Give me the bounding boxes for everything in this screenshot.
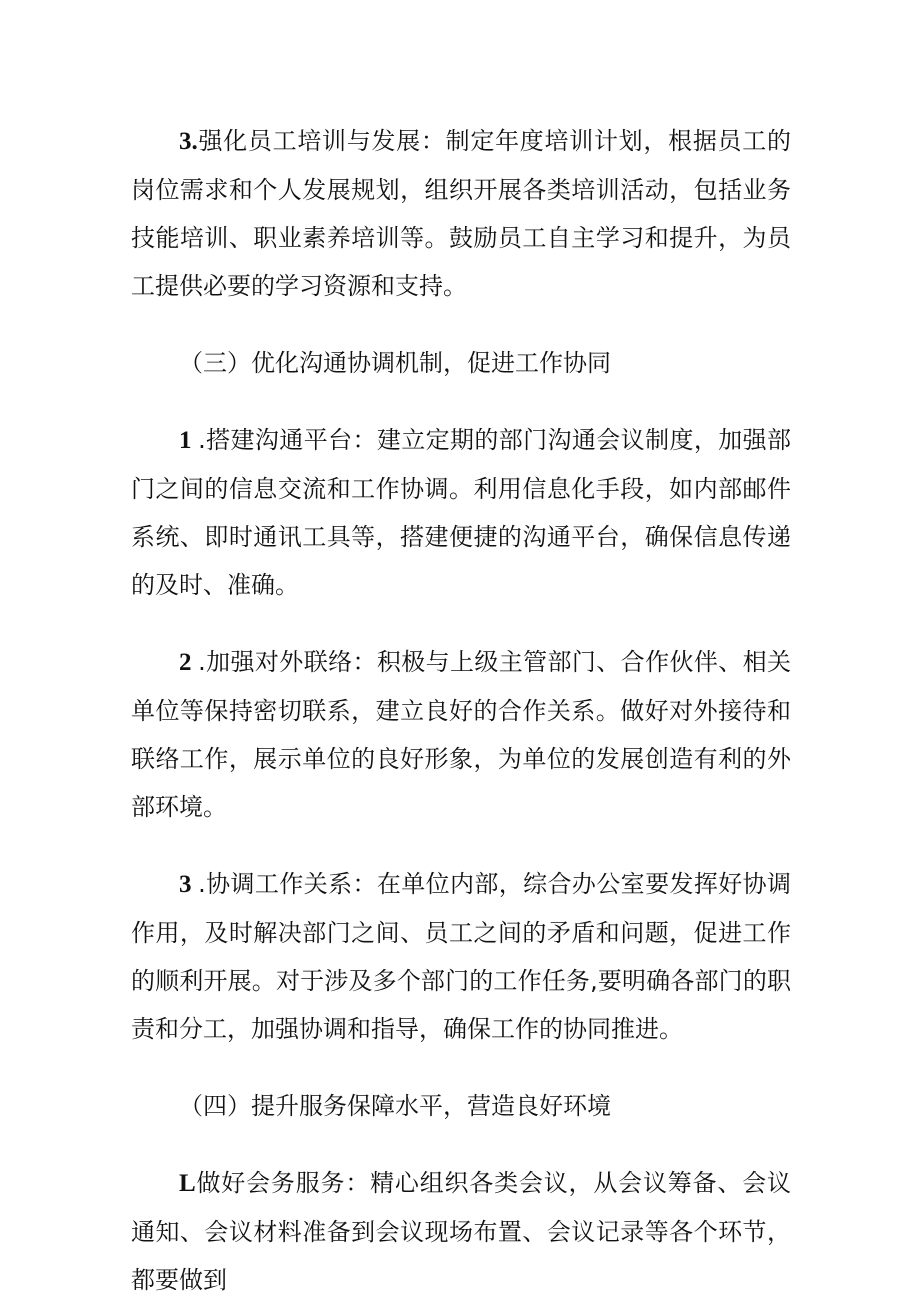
paragraph-coordination: [131, 860, 791, 1053]
paragraph-external-liaison: [131, 638, 791, 831]
paragraph-communication-platform: [131, 416, 791, 609]
item-number: 1: [179, 427, 199, 454]
paragraph-text: 做好会务服务：精心组织各类会议，从会议筹备、会议通知、会议材料准备到会议现场布置、会议记录等各个环节，都要做到: [131, 1169, 791, 1294]
paragraph-text: .协调工作关系：在单位内部，综合办公室要发挥好协调作用，及时解决部门之间、员工之间的矛盾和问题，促进工作的顺利开展。对于涉及多个部门的工作任务,要明确各部门的职责和分工，加强协调和指导，确保工作的协同推进。: [131, 870, 791, 1043]
paragraph-text: .搭建沟通平台：建立定期的部门沟通会议制度，加强部门之间的信息交流和工作协调。利用信息化手段，如内部邮件系统、即时通讯工具等，搭建便捷的沟通平台，确保信息传递的及时、准确。: [131, 426, 791, 599]
paragraph-training: [131, 117, 791, 310]
section-heading-service: （四）提升服务保障水平，营造良好环境: [179, 1092, 611, 1120]
section-heading-communication: （三）优化沟通协调机制，促进工作协同: [179, 349, 611, 377]
item-number: 3: [179, 871, 199, 898]
item-number: 2: [179, 649, 199, 676]
document-body: [131, 117, 791, 1304]
item-number: 3.: [179, 128, 198, 155]
paragraph-text: .加强对外联络：积极与上级主管部门、合作伙伴、相关单位等保持密切联系，建立良好的合作关系。做好对外接待和联络工作，展示单位的良好形象，为单位的发展创造有利的外部环境。: [131, 648, 791, 821]
paragraph-meeting-service: [131, 1159, 791, 1304]
item-number: L: [179, 1170, 196, 1197]
paragraph-text: 强化员工培训与发展：制定年度培训计划，根据员工的岗位需求和个人发展规划，组织开展各类培训活动，包括业务技能培训、职业素养培训等。鼓励员工自主学习和提升，为员工提供必要的学习资源和支持。: [131, 127, 791, 300]
